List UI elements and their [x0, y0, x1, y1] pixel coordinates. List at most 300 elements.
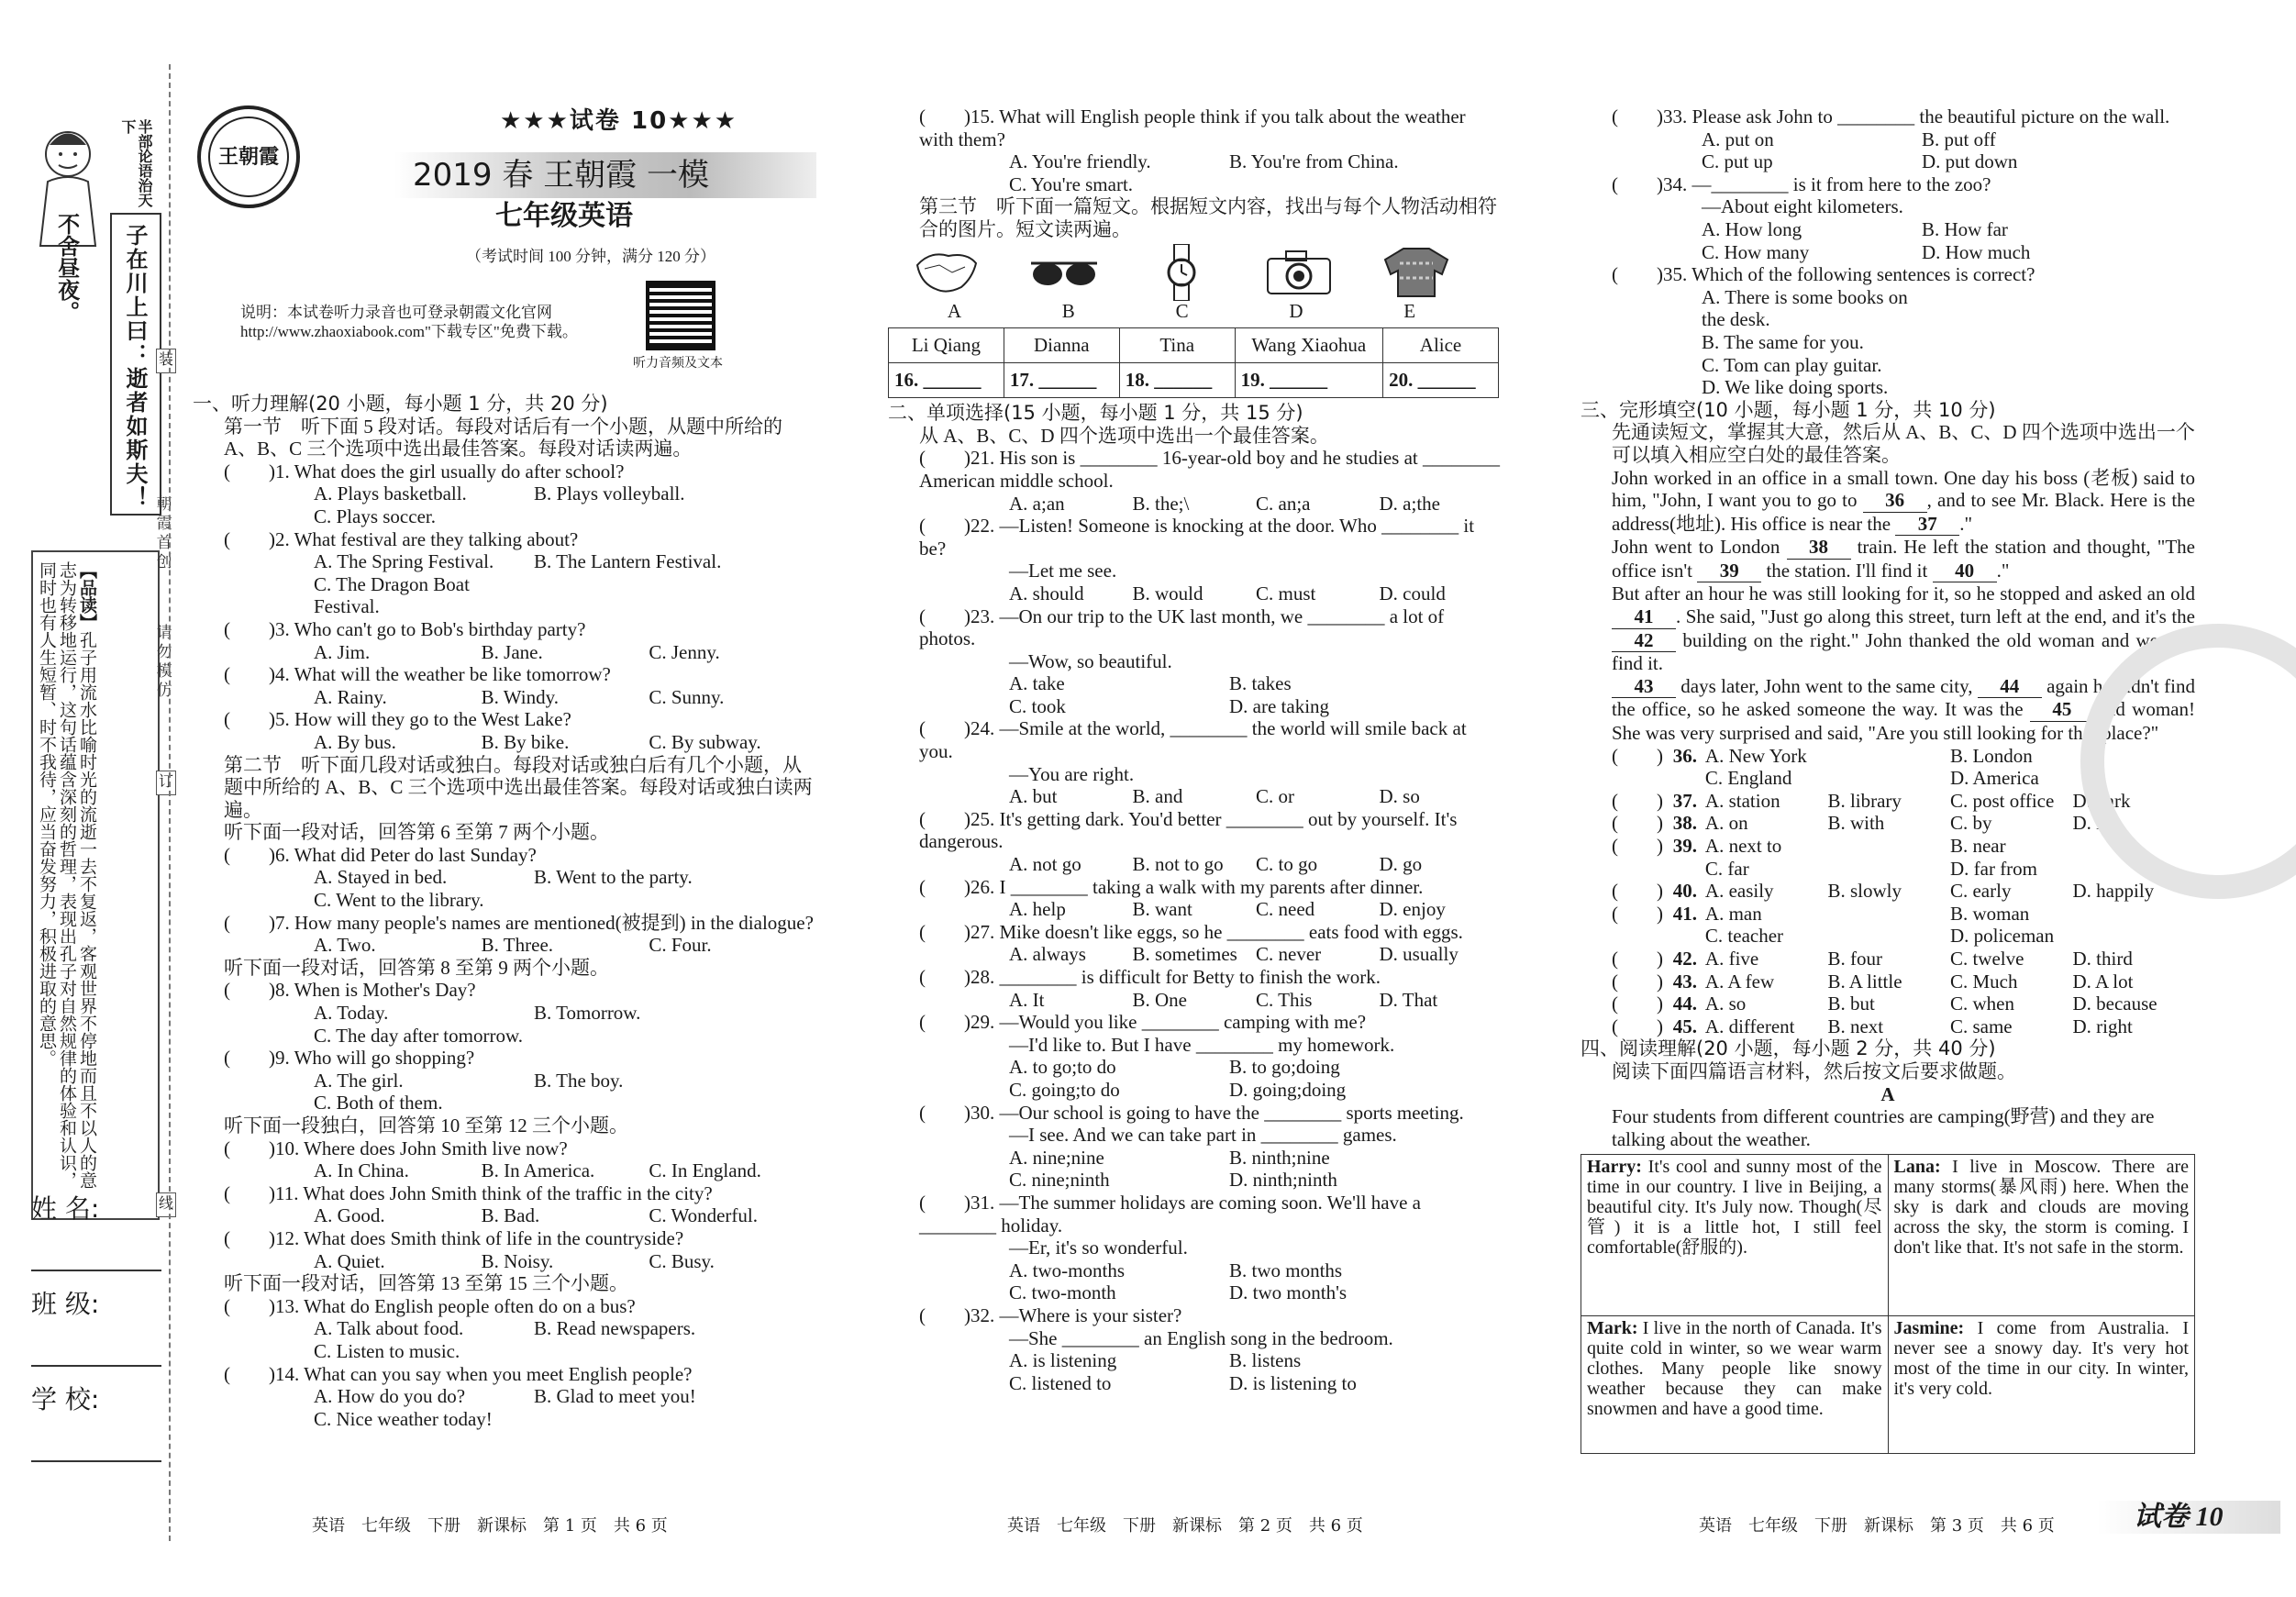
option[interactable]: B. ninth;nine: [1229, 1146, 1330, 1169]
option[interactable]: C. same: [1949, 1015, 2013, 1037]
option[interactable]: A. Two.: [314, 934, 376, 957]
option[interactable]: A. so: [1704, 993, 1747, 1015]
option[interactable]: A. The Spring Festival.: [314, 550, 494, 573]
table-cell: Li Qiang: [889, 328, 1004, 363]
instruction: 听下面一段对话，回答第 6 至第 7 两个小题。: [224, 821, 609, 844]
option[interactable]: A. five: [1704, 947, 1759, 970]
option-row: [193, 482, 816, 505]
question[interactable]: ( )27. Mike doesn't like eggs, so he ________ eats food with eggs.: [919, 920, 1463, 943]
option-row: [888, 493, 1503, 516]
fold-notice: [150, 495, 178, 798]
option[interactable]: A. next to: [1704, 835, 1782, 857]
name-field[interactable]: [31, 1270, 161, 1271]
option[interactable]: B. Noisy.: [481, 1249, 554, 1272]
question[interactable]: ( )30. —Our school is going to have the ________ sports meeting.: [919, 1101, 1464, 1124]
class-field[interactable]: [31, 1365, 161, 1367]
option[interactable]: B. two months: [1229, 1259, 1343, 1281]
option[interactable]: C. when: [1949, 993, 2014, 1015]
option[interactable]: C. The Dragon Boat Festival.: [314, 572, 470, 618]
option[interactable]: B. with: [1827, 812, 1885, 835]
option[interactable]: B. takes: [1229, 672, 1292, 695]
option[interactable]: B. Read newspapers.: [534, 1317, 696, 1340]
option[interactable]: B. London: [1949, 744, 2033, 767]
option[interactable]: A. Today.: [314, 1002, 389, 1025]
cloze-paragraph: John worked in an office in a small town. One day his boss (老板) said to him, "John, I want you to go to 36 , and to see Mr. Black. Here is the address(地址). His office is near the 37 .": [1612, 466, 2195, 535]
option[interactable]: B. The boy.: [534, 1069, 624, 1092]
question[interactable]: ( )3. Who can't go to Bob's birthday party?: [224, 617, 586, 640]
option[interactable]: B. near: [1949, 835, 2006, 857]
option[interactable]: C. The day after tomorrow.: [314, 1024, 524, 1047]
fold-text-2: 请勿模仿: [152, 624, 172, 701]
school-field[interactable]: [31, 1460, 161, 1462]
instruction: 听下面一段对话，回答第 13 至第 15 三个小题。: [224, 1272, 628, 1295]
option[interactable]: D. a;the: [1379, 492, 1440, 515]
quote-banner: [110, 213, 161, 516]
option[interactable]: D. going;doing: [1229, 1078, 1347, 1101]
option[interactable]: D. We like doing sports.: [1702, 376, 1889, 399]
cloze-blank[interactable]: 37: [1895, 513, 1959, 537]
option[interactable]: D. in: [2072, 812, 2112, 835]
option[interactable]: C. need: [1256, 898, 1315, 921]
section-header: 一、听力理解(20 小题，每小题 1 分，共 20 分): [193, 393, 608, 415]
option[interactable]: A. put on: [1702, 128, 1774, 150]
option[interactable]: A. A few: [1704, 970, 1775, 993]
cloze-blank[interactable]: 44: [1978, 675, 2042, 699]
watch-icon: [1145, 245, 1218, 300]
option-row: [193, 866, 816, 889]
option[interactable]: C. to go: [1256, 853, 1318, 876]
option[interactable]: B. One: [1132, 988, 1187, 1011]
dialogue-line: —She ________ an English song in the bedroom.: [1009, 1326, 1393, 1349]
option[interactable]: C. Plays soccer.: [314, 505, 436, 527]
instruction: 第三节 听下面一篇短文。根据短文内容，找出与每个人物活动相符合的图片。短文读两遍。: [919, 195, 1497, 240]
option[interactable]: D. third: [2072, 947, 2133, 970]
option[interactable]: C. How many: [1702, 240, 1810, 263]
question[interactable]: ( )24. —Smile at the world, ________ the world will smile back at you.: [919, 717, 1467, 763]
option[interactable]: A. nine;nine: [1009, 1146, 1104, 1169]
option[interactable]: C. by: [1949, 812, 1992, 835]
option-row: [1581, 354, 2195, 377]
option[interactable]: B. listens: [1229, 1349, 1302, 1372]
cloze-blank[interactable]: 39: [1697, 560, 1761, 583]
option-row: [1581, 286, 2195, 331]
option[interactable]: D. usually: [1379, 943, 1459, 966]
option-row: [193, 1204, 816, 1227]
instruction: 第一节 听下面 5 段对话。每段对话后有一个小题，从题中所给的 A、B、C 三个选项中选出最佳答案。每段对话读两遍。: [224, 415, 782, 460]
option[interactable]: D. go: [1379, 853, 1423, 876]
instruction: 先通读短文，掌握其大意，然后从 A、B、C、D 四个选项中选出一个可以填入相应空白处的最佳答案。: [1612, 421, 2195, 466]
option[interactable]: A. Talk about food.: [314, 1317, 464, 1340]
question-num-wrap: [1673, 790, 1705, 813]
cloze-blank[interactable]: 38: [1787, 536, 1851, 560]
cloze-blank[interactable]: 45: [2030, 698, 2094, 722]
option[interactable]: C. or: [1256, 785, 1294, 808]
option[interactable]: D. right: [2072, 1015, 2133, 1037]
option-row: [1581, 970, 2195, 993]
option-row: [193, 1070, 816, 1092]
option[interactable]: A. but: [1009, 785, 1058, 808]
option-row: [1581, 835, 2195, 858]
option[interactable]: A. There is some books on the desk.: [1702, 285, 1908, 331]
option[interactable]: A. station: [1704, 789, 1780, 812]
option[interactable]: D. far from: [1949, 857, 2038, 880]
option-row: [193, 1002, 816, 1025]
option-row: [193, 1025, 816, 1048]
option[interactable]: C. Sunny.: [649, 685, 725, 708]
option[interactable]: B. would: [1132, 582, 1203, 604]
option[interactable]: B. A little: [1827, 970, 1902, 993]
question-number[interactable]: ( ): [1612, 812, 1663, 835]
option-row: [888, 898, 1503, 921]
sunglasses-icon: [1027, 245, 1101, 300]
question-number[interactable]: [1581, 767, 1673, 790]
option[interactable]: C. This: [1256, 988, 1313, 1011]
question[interactable]: ( )1. What does the girl usually do after school?: [224, 460, 625, 482]
option[interactable]: C. You're smart.: [1009, 172, 1134, 195]
option[interactable]: A. How do you do?: [314, 1385, 466, 1408]
option[interactable]: B. You're from China.: [1229, 150, 1399, 173]
question[interactable]: ( )34. —________ is it from here to the zoo?: [1612, 172, 1991, 195]
table-row: [1581, 1316, 2195, 1454]
col2-top: [888, 105, 1503, 241]
option[interactable]: B. Glad to meet you!: [534, 1385, 696, 1408]
table-row: [889, 363, 1499, 398]
option[interactable]: C. listened to: [1009, 1371, 1112, 1394]
option[interactable]: C. Wonderful.: [649, 1204, 759, 1227]
option-row: [1581, 948, 2195, 970]
option-row: [888, 1372, 1503, 1395]
answer-cell[interactable]: 16. ______: [889, 363, 1004, 398]
option[interactable]: B. The same for you.: [1702, 330, 1864, 353]
option[interactable]: A. Quiet.: [314, 1249, 385, 1272]
option[interactable]: C. Four.: [649, 934, 712, 957]
question-number[interactable]: ( ): [1612, 970, 1663, 993]
option[interactable]: A. You're friendly.: [1009, 150, 1151, 173]
cloze-paragraph: 43 days later, John went to the same city, 44 again he didn't find the office, so he asked someone the way. It was the 45 old woman! She was very surprised and said, "Are you still looking for that place?": [1612, 674, 2195, 745]
cloze-blank[interactable]: 36: [1863, 489, 1927, 513]
question-number[interactable]: ( ): [1612, 835, 1663, 857]
cloze-blank[interactable]: 42: [1612, 629, 1676, 653]
option[interactable]: A. two-months: [1009, 1259, 1125, 1281]
question-num-wrap: [1673, 970, 1705, 993]
option[interactable]: B. By bike.: [481, 730, 570, 753]
option[interactable]: C. nine;ninth: [1009, 1169, 1110, 1192]
question[interactable]: ( )25. It's getting dark. You'd better ________ out by yourself. It's dangerous.: [919, 807, 1458, 853]
option-row: [193, 1317, 816, 1340]
option[interactable]: B. sometimes: [1132, 943, 1237, 966]
option[interactable]: D. park: [2072, 789, 2131, 812]
option[interactable]: B. The Lantern Festival.: [534, 550, 722, 573]
option[interactable]: C. Listen to music.: [314, 1339, 460, 1362]
option[interactable]: B. Three.: [481, 934, 554, 957]
table-cell: Wang Xiaohua: [1235, 328, 1382, 363]
question[interactable]: ( )10. Where does John Smith live now?: [224, 1137, 568, 1159]
sidebar: [0, 55, 174, 1559]
option[interactable]: A. Plays basketball.: [314, 482, 467, 505]
qr-code[interactable]: [646, 281, 715, 350]
exam-subject: 七年级英语: [495, 200, 633, 232]
option[interactable]: A. By bus.: [314, 730, 396, 753]
option[interactable]: A. Rainy.: [314, 685, 387, 708]
option[interactable]: C. By subway.: [649, 730, 761, 753]
answer-cell[interactable]: 19. ______: [1235, 363, 1382, 398]
option[interactable]: D. policeman: [1949, 925, 2055, 948]
option[interactable]: A. man: [1704, 902, 1762, 925]
page-footer-1: 英语 七年级 下册 新课标 第 1 页 共 6 页: [312, 1516, 668, 1536]
option[interactable]: B. woman: [1949, 902, 2030, 925]
option[interactable]: D. happily: [2072, 880, 2155, 903]
option-row: [193, 1385, 816, 1408]
option[interactable]: C. Jenny.: [649, 640, 720, 663]
question[interactable]: ( )6. What did Peter do last Sunday?: [224, 843, 537, 866]
instruction: 听下面一段独白，回答第 10 至第 12 三个小题。: [224, 1115, 628, 1137]
question-number[interactable]: ( ): [1612, 1015, 1663, 1037]
option[interactable]: D. two month's: [1229, 1281, 1348, 1304]
question[interactable]: ( )23. —On our trip to the UK last month, we ________ a lot of photos.: [919, 604, 1445, 650]
question[interactable]: ( )29. —Would you like ________ camping with me?: [919, 1011, 1367, 1034]
question-number[interactable]: [1581, 858, 1673, 881]
question-number[interactable]: ( ): [1612, 947, 1663, 970]
picture-letter: A: [947, 299, 962, 322]
slogan: [119, 119, 152, 211]
cloze-blank[interactable]: 41: [1612, 605, 1676, 629]
option-row: [193, 731, 816, 754]
option[interactable]: C. two-month: [1009, 1281, 1116, 1304]
fold-mark: 订: [156, 771, 176, 795]
option-row: [888, 1169, 1503, 1192]
option[interactable]: A. How long: [1702, 217, 1802, 240]
column-2: [888, 105, 1503, 1394]
option[interactable]: A. Stayed in bed.: [314, 866, 448, 889]
question[interactable]: ( )8. When is Mother's Day?: [224, 979, 476, 1002]
option[interactable]: B. not to go: [1132, 853, 1224, 876]
option-row: [1581, 150, 2195, 173]
option[interactable]: C. post office: [1949, 789, 2055, 812]
dialogue-line: —Let me see.: [1009, 560, 1117, 582]
option[interactable]: B. library: [1827, 789, 1902, 812]
question[interactable]: ( )32. —Where is your sister?: [919, 1303, 1182, 1326]
table-cell: Tina: [1119, 328, 1235, 363]
option[interactable]: C. In England.: [649, 1159, 761, 1182]
option[interactable]: B. slowly: [1827, 880, 1902, 903]
dialogue-line: —Er, it's so wonderful.: [1009, 1237, 1188, 1259]
option-row: [193, 1340, 816, 1363]
option[interactable]: D. A lot: [2072, 970, 2134, 993]
option-row: [888, 582, 1503, 605]
option[interactable]: A. easily: [1704, 880, 1774, 903]
quote-line-1: 不舍昼夜。: [53, 213, 80, 323]
option[interactable]: B. but: [1827, 993, 1875, 1015]
option[interactable]: D. America: [1949, 767, 2039, 790]
option[interactable]: A. In China.: [314, 1159, 409, 1182]
option[interactable]: C. an;a: [1256, 492, 1311, 515]
option[interactable]: C. teacher: [1704, 925, 1784, 948]
cloze-blank[interactable]: 43: [1612, 675, 1676, 699]
option[interactable]: D. How much: [1922, 240, 2031, 263]
option[interactable]: C. Nice weather today!: [314, 1407, 493, 1430]
question-number[interactable]: ( ): [1612, 880, 1663, 903]
option[interactable]: C. Busy.: [649, 1249, 715, 1272]
fold-text-1: 朝霞首创: [152, 495, 172, 572]
question[interactable]: ( )26. I ________ taking a walk with my parents after dinner.: [919, 875, 1424, 898]
option[interactable]: B. Jane.: [481, 640, 543, 663]
option[interactable]: B. How far: [1922, 217, 2008, 240]
option[interactable]: D. That: [1379, 988, 1438, 1011]
question[interactable]: ( )12. What does Smith think of life in the countryside?: [224, 1226, 684, 1249]
speaker-name: Harry:: [1587, 1157, 1642, 1178]
question-number[interactable]: ( ): [1612, 744, 1663, 767]
option[interactable]: B. Windy.: [481, 685, 559, 708]
question[interactable]: ( )21. His son is ________ 16-year-old boy and he studies at ________ American middle school.: [919, 447, 1501, 492]
question-num-wrap: [1673, 1015, 1705, 1038]
option: [1827, 767, 1950, 790]
option-row: [193, 573, 816, 618]
slogan-part: 半部: [136, 119, 153, 149]
question-num-wrap: [1673, 745, 1705, 768]
option[interactable]: C. early: [1949, 880, 2012, 903]
option[interactable]: A. not go: [1009, 853, 1081, 876]
option[interactable]: B. Plays volleyball.: [534, 482, 685, 505]
option-row: [193, 686, 816, 709]
option[interactable]: C. must: [1256, 582, 1316, 604]
option[interactable]: A. help: [1009, 898, 1066, 921]
option-row: [193, 641, 816, 664]
slogan-part: 论语: [136, 149, 153, 178]
speaker-name: Lana:: [1893, 1157, 1941, 1178]
option[interactable]: A. The girl.: [314, 1069, 404, 1092]
option[interactable]: D. because: [2072, 993, 2157, 1015]
option[interactable]: A. Good.: [314, 1204, 385, 1227]
option[interactable]: B. put off: [1922, 128, 1996, 150]
table-cell: Dianna: [1004, 328, 1119, 363]
option[interactable]: D. could: [1379, 582, 1446, 604]
question[interactable]: ( )15. What will English people think if you talk about the weather with them?: [919, 105, 1466, 150]
option[interactable]: C. Both of them.: [314, 1092, 443, 1115]
question-num: 40.: [1672, 880, 1698, 903]
option[interactable]: A. It: [1009, 988, 1045, 1011]
option[interactable]: A. a;an: [1009, 492, 1065, 515]
answer-num: 17.: [1009, 369, 1035, 392]
option[interactable]: B. Went to the party.: [534, 866, 693, 889]
option[interactable]: B. In America.: [481, 1159, 595, 1182]
option[interactable]: C. going;to do: [1009, 1078, 1120, 1101]
question[interactable]: ( )13. What do English people often do on a bus?: [224, 1294, 636, 1317]
question[interactable]: ( )35. Which of the following sentences is correct?: [1612, 263, 2035, 286]
answer-cell[interactable]: 20. ______: [1383, 363, 1499, 398]
option[interactable]: C. England: [1704, 767, 1792, 790]
question[interactable]: ( )2. What festival are they talking about?: [224, 527, 579, 550]
instruction: 第二节 听下面几段对话或独白。每段对话或独白后有几个小题，从题中所给的 A、B、C 三个选项中选出最佳答案。每段对话或独白读两遍。: [224, 753, 813, 821]
option[interactable]: A. is listening: [1009, 1349, 1117, 1372]
question-number[interactable]: ( ): [1612, 902, 1663, 925]
question-number[interactable]: [1581, 925, 1673, 948]
option[interactable]: C. far: [1704, 857, 1749, 880]
option[interactable]: B. next: [1827, 1015, 1884, 1037]
question-num: 41.: [1672, 902, 1698, 925]
answer-num: 18.: [1125, 369, 1149, 392]
page-footer-2: 英语 七年级 下册 新课标 第 2 页 共 6 页: [1007, 1516, 1363, 1536]
option[interactable]: B. Tomorrow.: [534, 1002, 641, 1025]
question[interactable]: ( )7. How many people's names are mentioned(被提到) in the dialogue?: [224, 911, 814, 934]
cloze-paragraph: John went to London 38 train. He left the station and thought, "The office isn't 39 the station. I'll find it 40 .": [1612, 536, 2195, 582]
option[interactable]: A. to go;to do: [1009, 1056, 1116, 1079]
option[interactable]: D. put down: [1922, 150, 2018, 173]
question[interactable]: ( )14. What can you say when you meet English people?: [224, 1362, 693, 1385]
col3-top: [1581, 105, 2195, 467]
option[interactable]: C. took: [1009, 694, 1066, 717]
question-number[interactable]: ( ): [1612, 789, 1663, 812]
question-num: 44.: [1672, 993, 1698, 1015]
option[interactable]: A. should: [1009, 582, 1084, 604]
option[interactable]: C. put up: [1702, 150, 1773, 173]
question[interactable]: ( )4. What will the weather be like tomorrow?: [224, 663, 611, 686]
question[interactable]: ( )28. ________ is difficult for Betty to finish the work.: [919, 966, 1381, 988]
option: [2073, 925, 2196, 948]
question[interactable]: ( )31. —The summer holidays are coming soon. We'll have a ________ holiday.: [919, 1191, 1421, 1237]
option[interactable]: B. four: [1827, 947, 1882, 970]
option[interactable]: D. are taking: [1229, 694, 1330, 717]
option[interactable]: A. on: [1704, 812, 1748, 835]
option[interactable]: B. want: [1132, 898, 1192, 921]
option-row: [1581, 993, 2195, 1015]
question-num: 36.: [1672, 744, 1698, 767]
option-row: [1581, 880, 2195, 903]
question-number[interactable]: ( ): [1612, 993, 1663, 1015]
question[interactable]: ( )22. —Listen! Someone is knocking at the door. Who ________ it be?: [919, 515, 1475, 560]
column-1: [193, 393, 816, 1430]
option[interactable]: B. the;\: [1132, 492, 1190, 515]
option-row: [193, 1092, 816, 1115]
answer-cell[interactable]: 17. ______: [1004, 363, 1119, 398]
option[interactable]: C. twelve: [1949, 947, 2024, 970]
option-row: [1581, 858, 2195, 881]
option[interactable]: B. to go;doing: [1229, 1056, 1340, 1079]
cloze-blank[interactable]: 40: [1933, 560, 1997, 583]
option[interactable]: A. different: [1704, 1015, 1795, 1037]
option[interactable]: B. Bad.: [481, 1204, 540, 1227]
option-row: [193, 934, 816, 957]
option[interactable]: D. is listening to: [1229, 1371, 1357, 1394]
option-row: [888, 672, 1503, 695]
option[interactable]: D. ninth;ninth: [1229, 1169, 1337, 1192]
cloze-paragraph: But after an hour he was still looking for it, so he stopped and asked an old 41 . She said, "Just go along this street, turn left at the end, and it's the 42 building on the right." John thanked the old woman and went to find it.: [1612, 582, 2195, 675]
question-num-wrap: [1673, 880, 1705, 903]
answer-cell[interactable]: 18. ______: [1119, 363, 1235, 398]
question-num: 43.: [1672, 970, 1698, 993]
option[interactable]: A. Jim.: [314, 640, 371, 663]
question-num: 39.: [1672, 835, 1698, 857]
option[interactable]: A. New York: [1704, 744, 1807, 767]
option[interactable]: B. and: [1132, 785, 1183, 808]
option[interactable]: C. Tom can play guitar.: [1702, 353, 1882, 376]
option[interactable]: C. Much: [1949, 970, 2018, 993]
speaker-name: Jasmine:: [1893, 1318, 1965, 1339]
option[interactable]: C. Went to the library.: [314, 889, 484, 912]
option[interactable]: A. always: [1009, 943, 1086, 966]
question-num-wrap: [1673, 812, 1705, 835]
question[interactable]: ( )9. Who will go shopping?: [224, 1047, 475, 1070]
speaker-cell: [1581, 1316, 1889, 1454]
question[interactable]: ( )5. How will they go to the West Lake?: [224, 708, 571, 731]
option[interactable]: D. enjoy: [1379, 898, 1446, 921]
option[interactable]: A. take: [1009, 672, 1065, 695]
option-row: [1581, 218, 2195, 241]
option[interactable]: D. so: [1379, 785, 1420, 808]
question-num-wrap: [1673, 903, 1705, 926]
question[interactable]: ( )33. Please ask John to ________ the beautiful picture on the wall.: [1612, 105, 2170, 128]
question[interactable]: ( )11. What does John Smith think of the traffic in the city?: [224, 1181, 713, 1204]
option[interactable]: C. never: [1256, 943, 1322, 966]
